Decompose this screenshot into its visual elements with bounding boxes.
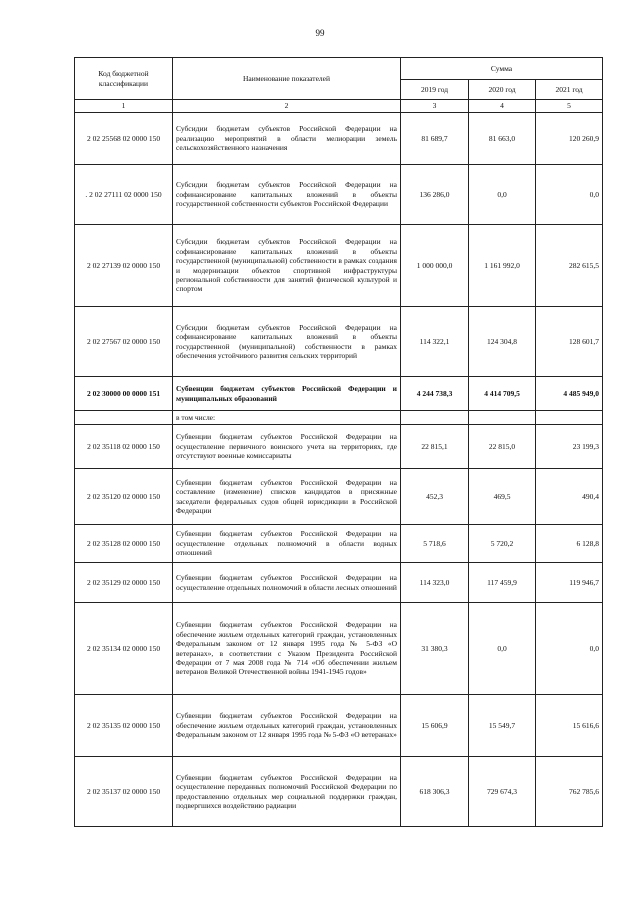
value-2021-cell: 6 128,8 bbox=[536, 525, 603, 563]
value-2021-cell: 15 616,6 bbox=[536, 695, 603, 757]
value-2019-cell: 4 244 738,3 bbox=[401, 377, 469, 411]
value-2021-cell: 128 601,7 bbox=[536, 307, 603, 377]
table-row bbox=[75, 469, 603, 525]
indicator-name-cell: Субсидии бюджетам субъектов Российской Федерации на софинансирование капитальных вложений в объекты государственной собственности субъектов Российской Федерации bbox=[173, 165, 401, 225]
value-2021-cell: 0,0 bbox=[536, 165, 603, 225]
value-2019-cell: 114 322,1 bbox=[401, 307, 469, 377]
table-body bbox=[75, 113, 603, 827]
value-2020-cell: 0,0 bbox=[469, 603, 536, 695]
value-2021-cell: 490,4 bbox=[536, 469, 603, 525]
header-sum: Сумма bbox=[401, 58, 603, 80]
value-2021-cell: 4 485 949,0 bbox=[536, 377, 603, 411]
header-year-2021: 2021 год bbox=[536, 80, 603, 100]
header-code: Код бюджетной классификации bbox=[75, 58, 173, 100]
value-2021-cell: 282 615,5 bbox=[536, 225, 603, 307]
budget-code-cell: 2 02 35118 02 0000 150 bbox=[75, 425, 173, 469]
indicator-name-cell: Субвенции бюджетам субъектов Российской Федерации на осуществление отдельных полномочий в области лесных отношений bbox=[173, 563, 401, 603]
table-row bbox=[75, 695, 603, 757]
value-2021-cell: 0,0 bbox=[536, 603, 603, 695]
value-2021-cell bbox=[536, 411, 603, 425]
table-row bbox=[75, 113, 603, 165]
value-2019-cell: 618 306,3 bbox=[401, 757, 469, 827]
page-number: 99 bbox=[315, 28, 325, 38]
value-2019-cell: 1 000 000,0 bbox=[401, 225, 469, 307]
indicator-name-cell: Субвенции бюджетам субъектов Российской Федерации на составление (изменение) списков кандидатов в присяжные заседатели федеральных судов общей юрисдикции в Российской Федерации bbox=[173, 469, 401, 525]
indicator-name-cell: Субсидии бюджетам субъектов Российской Федерации на софинансирование капитальных вложений в объекты государственной (муниципальной) собственности в рамках обеспечения устойчивого развития сельских территорий bbox=[173, 307, 401, 377]
budget-code-cell: 2 02 25568 02 0000 150 bbox=[75, 113, 173, 165]
budget-code-cell: 2 02 35120 02 0000 150 bbox=[75, 469, 173, 525]
value-2020-cell: 81 663,0 bbox=[469, 113, 536, 165]
budget-code-cell: 2 02 35129 02 0000 150 bbox=[75, 563, 173, 603]
budget-code-cell: 2 02 35135 02 0000 150 bbox=[75, 695, 173, 757]
budget-code-cell: . 2 02 27111 02 0000 150 bbox=[75, 165, 173, 225]
indicator-name-cell: Субвенции бюджетам субъектов Российской Федерации и муниципальных образований bbox=[173, 377, 401, 411]
indicator-name-cell: Субсидии бюджетам субъектов Российской Федерации на софинансирование капитальных вложений в объекты государственной (муниципальной) собственности в рамках создания и модернизации объектов спортивной инфраструктуры региональной собственности для занятий физической культурой и спортом bbox=[173, 225, 401, 307]
value-2019-cell: 136 286,0 bbox=[401, 165, 469, 225]
table-row bbox=[75, 225, 603, 307]
value-2020-cell: 5 720,2 bbox=[469, 525, 536, 563]
indicator-name-cell: Субвенции бюджетам субъектов Российской Федерации на обеспечение жильем отдельных категорий граждан, установленных Федеральным законом от 12 января 1995 года № 5-ФЗ «О ветеранах», в соответствии с Указом Президента Российской Федерации от 7 мая 2008 года № 714 «Об обеспечении жильем ветеранов Великой Отечественной войны 1941-1945 годов» bbox=[173, 603, 401, 695]
table-row bbox=[75, 307, 603, 377]
budget-code-cell: 2 02 27139 02 0000 150 bbox=[75, 225, 173, 307]
header-year-2019: 2019 год bbox=[401, 80, 469, 100]
value-2021-cell: 23 199,3 bbox=[536, 425, 603, 469]
value-2020-cell: 22 815,0 bbox=[469, 425, 536, 469]
value-2021-cell: 119 946,7 bbox=[536, 563, 603, 603]
indicator-name-cell: Субсидии бюджетам субъектов Российской Федерации на реализацию мероприятий в области мелиорации земель сельскохозяйственного назначения bbox=[173, 113, 401, 165]
budget-code-cell: 2 02 27567 02 0000 150 bbox=[75, 307, 173, 377]
value-2020-cell: 1 161 992,0 bbox=[469, 225, 536, 307]
budget-code-cell: 2 02 35137 02 0000 150 bbox=[75, 757, 173, 827]
value-2019-cell bbox=[401, 411, 469, 425]
value-2019-cell: 22 815,1 bbox=[401, 425, 469, 469]
value-2021-cell: 120 260,9 bbox=[536, 113, 603, 165]
indicator-name-cell: Субвенции бюджетам субъектов Российской Федерации на осуществление отдельных полномочий в области водных отношений bbox=[173, 525, 401, 563]
table-row bbox=[75, 411, 603, 425]
budget-table bbox=[74, 57, 603, 827]
value-2020-cell bbox=[469, 411, 536, 425]
indicator-name-cell: в том числе: bbox=[173, 411, 401, 425]
col-number: 5 bbox=[536, 100, 603, 113]
table-row bbox=[75, 563, 603, 603]
value-2020-cell: 4 414 709,5 bbox=[469, 377, 536, 411]
budget-code-cell: 2 02 30000 00 0000 151 bbox=[75, 377, 173, 411]
value-2020-cell: 729 674,3 bbox=[469, 757, 536, 827]
table-row bbox=[75, 377, 603, 411]
value-2021-cell: 762 785,6 bbox=[536, 757, 603, 827]
table-row bbox=[75, 425, 603, 469]
value-2019-cell: 81 689,7 bbox=[401, 113, 469, 165]
col-number: 1 bbox=[75, 100, 173, 113]
col-number: 4 bbox=[469, 100, 536, 113]
value-2019-cell: 114 323,0 bbox=[401, 563, 469, 603]
table-row bbox=[75, 757, 603, 827]
indicator-name-cell: Субвенции бюджетам субъектов Российской Федерации на осуществление первичного воинского учета на территориях, где отсутствуют военные комиссариаты bbox=[173, 425, 401, 469]
value-2019-cell: 31 380,3 bbox=[401, 603, 469, 695]
value-2019-cell: 452,3 bbox=[401, 469, 469, 525]
value-2020-cell: 469,5 bbox=[469, 469, 536, 525]
value-2020-cell: 0,0 bbox=[469, 165, 536, 225]
col-number: 3 bbox=[401, 100, 469, 113]
value-2020-cell: 124 304,8 bbox=[469, 307, 536, 377]
budget-code-cell bbox=[75, 411, 173, 425]
table-row bbox=[75, 525, 603, 563]
header-name: Наименование показателей bbox=[173, 58, 401, 100]
value-2020-cell: 117 459,9 bbox=[469, 563, 536, 603]
header-year-2020: 2020 год bbox=[469, 80, 536, 100]
value-2019-cell: 5 718,6 bbox=[401, 525, 469, 563]
col-number: 2 bbox=[173, 100, 401, 113]
budget-code-cell: 2 02 35128 02 0000 150 bbox=[75, 525, 173, 563]
table-row bbox=[75, 165, 603, 225]
value-2019-cell: 15 606,9 bbox=[401, 695, 469, 757]
indicator-name-cell: Субвенции бюджетам субъектов Российской Федерации на осуществление переданных полномочий Российской Федерации по предоставлению отдельных мер социальной поддержки граждан, подвергшихся воздействию радиации bbox=[173, 757, 401, 827]
budget-code-cell: 2 02 35134 02 0000 150 bbox=[75, 603, 173, 695]
indicator-name-cell: Субвенции бюджетам субъектов Российской Федерации на обеспечение жильем отдельных категорий граждан, установленных Федеральным законом от 12 января 1995 года № 5-ФЗ «О ветеранах» bbox=[173, 695, 401, 757]
table-row bbox=[75, 603, 603, 695]
value-2020-cell: 15 549,7 bbox=[469, 695, 536, 757]
